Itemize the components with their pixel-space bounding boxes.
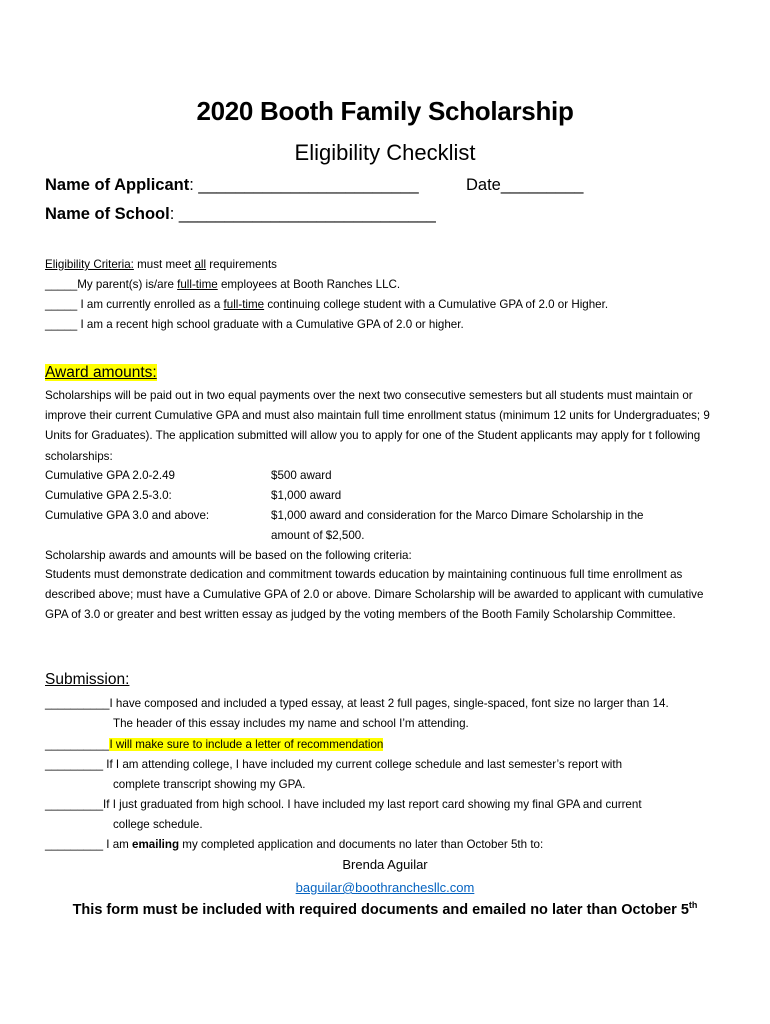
page-title: 2020 Booth Family Scholarship bbox=[196, 96, 574, 126]
submission-item-college-schedule-continued: complete transcript showing my GPA. bbox=[113, 778, 306, 791]
date-blank: _________ bbox=[500, 176, 584, 194]
submission-item-report-card-continued: college schedule. bbox=[113, 818, 203, 831]
award-criteria-paragraph: Students must demonstrate dedication and commitment towards education by maintaining continuous full time enrollment as described above; must have a Cumulative GPA of 2.0 or above. Dimare Scholarship will be awarded to applicant with cumulative GPA of 3.0 or greater and best written essay as judged by the voting members of the Booth Family Scholarship Committee. bbox=[45, 568, 704, 622]
award-intro-paragraph: Scholarships will be paid out in two equal payments over the next two consecutive semesters but all students must maintain or improve their current Cumulative GPA and must also maintain full time enrollment status (minimum 12 units for Undergraduates; 9 Units for Graduates). The application submitted will allow you to apply for one of the Student applicants may apply for t following scholarships: bbox=[45, 389, 710, 463]
award-row-gpa: Cumulative GPA 2.0-2.49 bbox=[45, 469, 175, 482]
eligibility-criteria-line: Eligibility Criteria: must meet all requirements bbox=[45, 258, 277, 271]
award-row-gpa: Cumulative GPA 2.5-3.0: bbox=[45, 489, 172, 502]
eligibility-item-parent-employee[interactable]: _____My parent(s) is/are full-time employees at Booth Ranches LLC. bbox=[45, 278, 401, 291]
footer-notice: This form must be included with required documents and emailed no later than October 5th bbox=[72, 900, 698, 918]
award-row-amount: $1,000 award bbox=[271, 489, 342, 502]
contact-email-wrap bbox=[0, 880, 770, 895]
eligibility-item-high-school-grad[interactable]: _____ I am a recent high school graduate with a Cumulative GPA of 2.0 or higher. bbox=[45, 318, 464, 331]
submission-item-recommendation[interactable]: __________I will make sure to include a letter of recommendation bbox=[45, 738, 384, 751]
submission-item-college-schedule[interactable]: _________ If I am attending college, I have included my current college schedule and last semester’s report with bbox=[45, 758, 623, 771]
award-criteria-line: Scholarship awards and amounts will be based on the following criteria: bbox=[45, 549, 412, 562]
school-name-blank: ____________________________ bbox=[174, 205, 436, 223]
date-label: Date bbox=[466, 176, 501, 194]
applicant-name-label: Name of Applicant bbox=[45, 176, 190, 194]
eligibility-criteria-label: Eligibility Criteria: bbox=[45, 258, 134, 271]
contact-email-link[interactable]: baguilar@boothranchesllc.com bbox=[295, 880, 475, 895]
award-row-amount: $500 award bbox=[271, 469, 332, 482]
date-field[interactable] bbox=[466, 176, 583, 195]
submission-item-emailing[interactable]: _________ I am emailing my completed application and documents no later than October 5th to: bbox=[45, 838, 544, 851]
school-name-field[interactable]: Name of School: ____________________________ bbox=[45, 205, 436, 223]
submission-heading: Submission: bbox=[45, 671, 130, 688]
award-row-amount-continued: amount of $2,500. bbox=[271, 529, 365, 542]
submission-item-essay[interactable]: __________I have composed and included a typed essay, at least 2 full pages, single-spaced, font size no larger than 14. bbox=[45, 697, 669, 710]
award-row-amount: $1,000 award and consideration for the Marco Dimare Scholarship in the bbox=[271, 509, 644, 522]
eligibility-item-college-student[interactable]: _____ I am currently enrolled as a full-time continuing college student with a Cumulative GPA of 2.0 or Higher. bbox=[45, 298, 609, 311]
submission-item-essay-continued: The header of this essay includes my name and school I’m attending. bbox=[113, 717, 469, 730]
page-subtitle: Eligibility Checklist bbox=[294, 140, 476, 165]
applicant-name-blank: ________________________ bbox=[193, 176, 419, 194]
applicant-name-field[interactable]: Name of Applicant: ________________________ bbox=[45, 176, 419, 194]
school-name-label: Name of School bbox=[45, 205, 170, 223]
contact-name: Brenda Aguilar bbox=[342, 857, 428, 872]
submission-item-report-card[interactable]: _________If I just graduated from high school. I have included my last report card showing my final GPA and current bbox=[45, 798, 642, 811]
award-row-gpa: Cumulative GPA 3.0 and above: bbox=[45, 509, 210, 522]
award-amounts-heading: Award amounts: bbox=[45, 364, 157, 381]
